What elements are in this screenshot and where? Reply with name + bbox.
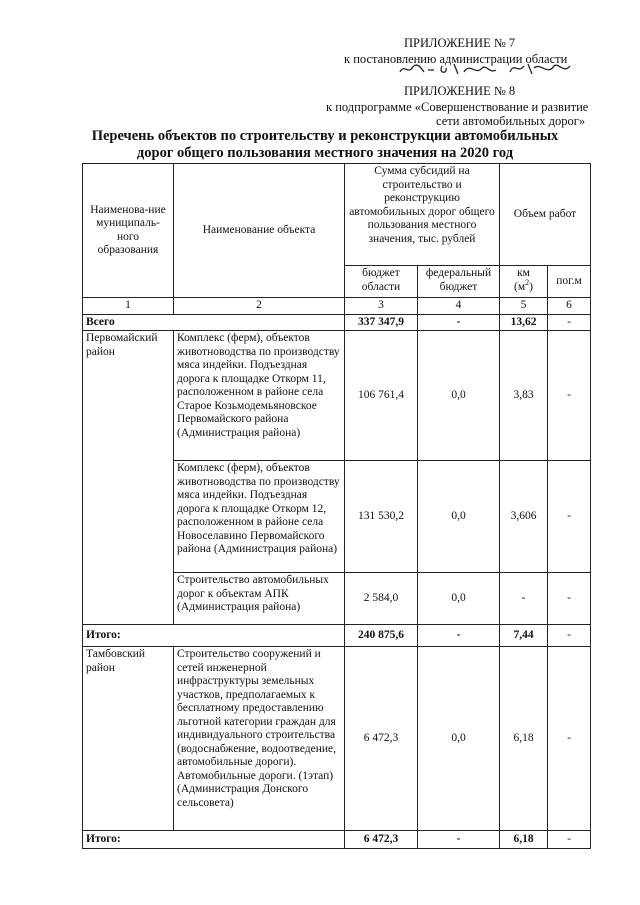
resolution-reference: к постановлению администрации области: [344, 52, 568, 66]
object-cell: Комплекс (ферм), объектов животноводства по производству мяса индейки. Подъездная дорога к площадке Откорм 12, расположенном в районе села Новоселавино Первомайского района (Администрация района): [174, 461, 345, 573]
total-pog: -: [548, 314, 591, 331]
regional-cell: 2 584,0: [345, 573, 418, 625]
federal-cell: 0,0: [418, 461, 500, 573]
total-regional: 337 347,9: [345, 314, 418, 331]
col-number: 6: [548, 298, 591, 315]
regional-cell: 106 761,4: [345, 331, 418, 461]
col-number: 1: [83, 298, 174, 315]
km-cell: 3,606: [500, 461, 548, 573]
total-federal: -: [418, 314, 500, 331]
subtotal-km: 6,18: [500, 831, 548, 849]
column-number-row: [83, 298, 591, 315]
subtotal-km: 7,44: [500, 625, 548, 647]
header-km-label: км: [517, 267, 530, 279]
km-cell: 3,83: [500, 331, 548, 461]
pog-cell: -: [548, 461, 591, 573]
header-pog-m: пог.м: [548, 266, 591, 298]
federal-cell: 0,0: [418, 647, 500, 831]
header-federal-budget: федеральный бюджет: [418, 266, 500, 298]
subtotal-federal: -: [418, 831, 500, 849]
col-number: 2: [174, 298, 345, 315]
pog-cell: -: [548, 573, 591, 625]
col-number: 5: [500, 298, 548, 315]
header-regional-budget: бюджет области: [345, 266, 418, 298]
object-cell: Комплекс (ферм), объектов животноводства по производству мяса индейки. Подъездная дорога к площадке Откорм 11, расположенном в районе села Старое Козьмодемьяновское Первомайского района (Администрация района): [174, 331, 345, 461]
object-cell: Строительство сооружений и сетей инженерной инфраструктуры земельных участков, предполагаемых к бесплатному предоставлению льготной категории граждан для индивидуального строительства (водоснабжение, водоотведение, автомобильные дороги). Автомобильные дороги. (1этап) (Администрация Донского сельсовета): [174, 647, 345, 831]
document-title: Перечень объектов по строительству и реконструкции автомобильных дорог общего пользования местного значения на 2020 год: [91, 128, 559, 161]
subtotal-label: Итого:: [83, 625, 345, 647]
total-km: 13,62: [500, 314, 548, 331]
pog-cell: -: [548, 647, 591, 831]
header-km: [500, 266, 548, 298]
subtotal-row: [83, 625, 591, 647]
header-object: Наименование объекта: [174, 164, 345, 298]
subtotal-regional: 240 875,6: [345, 625, 418, 647]
regional-cell: 6 472,3: [345, 647, 418, 831]
total-row: [83, 314, 591, 331]
federal-cell: 0,0: [418, 331, 500, 461]
table-row: [83, 647, 591, 831]
header-volume: Объем работ: [500, 164, 591, 266]
col-number: 3: [345, 298, 418, 315]
handwritten-date-signature: [398, 60, 578, 78]
municipality-cell: Первомайский район: [83, 331, 174, 625]
subtotal-label: Итого:: [83, 831, 345, 849]
object-cell: Строительство автомобильных дорог к объектам АПК (Администрация района): [174, 573, 345, 625]
subtotal-pog: -: [548, 831, 591, 849]
header-km-unit: (м: [514, 280, 526, 293]
col-number: 4: [418, 298, 500, 315]
subprogram-line-2: сети автомобильных дорог»: [436, 114, 586, 128]
appendix-7-label: ПРИЛОЖЕНИЕ № 7: [404, 36, 516, 50]
municipality-cell: Тамбовский район: [83, 647, 174, 831]
total-label: Всего: [83, 314, 345, 331]
header-municipality: Наименова-ние муниципаль-ного образования: [83, 164, 174, 298]
km-cell: -: [500, 573, 548, 625]
km-cell: 6,18: [500, 647, 548, 831]
subtotal-federal: -: [418, 625, 500, 647]
header-km-close: ): [529, 280, 533, 293]
regional-cell: 131 530,2: [345, 461, 418, 573]
federal-cell: 0,0: [418, 573, 500, 625]
objects-table: [82, 163, 591, 849]
table-row: [83, 331, 591, 461]
subprogram-line-1: к подпрограмме «Совершенствование и развитие: [326, 100, 589, 114]
subtotal-pog: -: [548, 625, 591, 647]
pog-cell: -: [548, 331, 591, 461]
subtotal-row: [83, 831, 591, 849]
appendix-8-label: ПРИЛОЖЕНИЕ № 8: [404, 84, 516, 98]
header-subsidy: Сумма субсидий на строительство и реконструкцию автомобильных дорог общего пользования местного значения, тыс. рублей: [345, 164, 500, 266]
subtotal-regional: 6 472,3: [345, 831, 418, 849]
header-km-sup: 2: [525, 277, 530, 287]
